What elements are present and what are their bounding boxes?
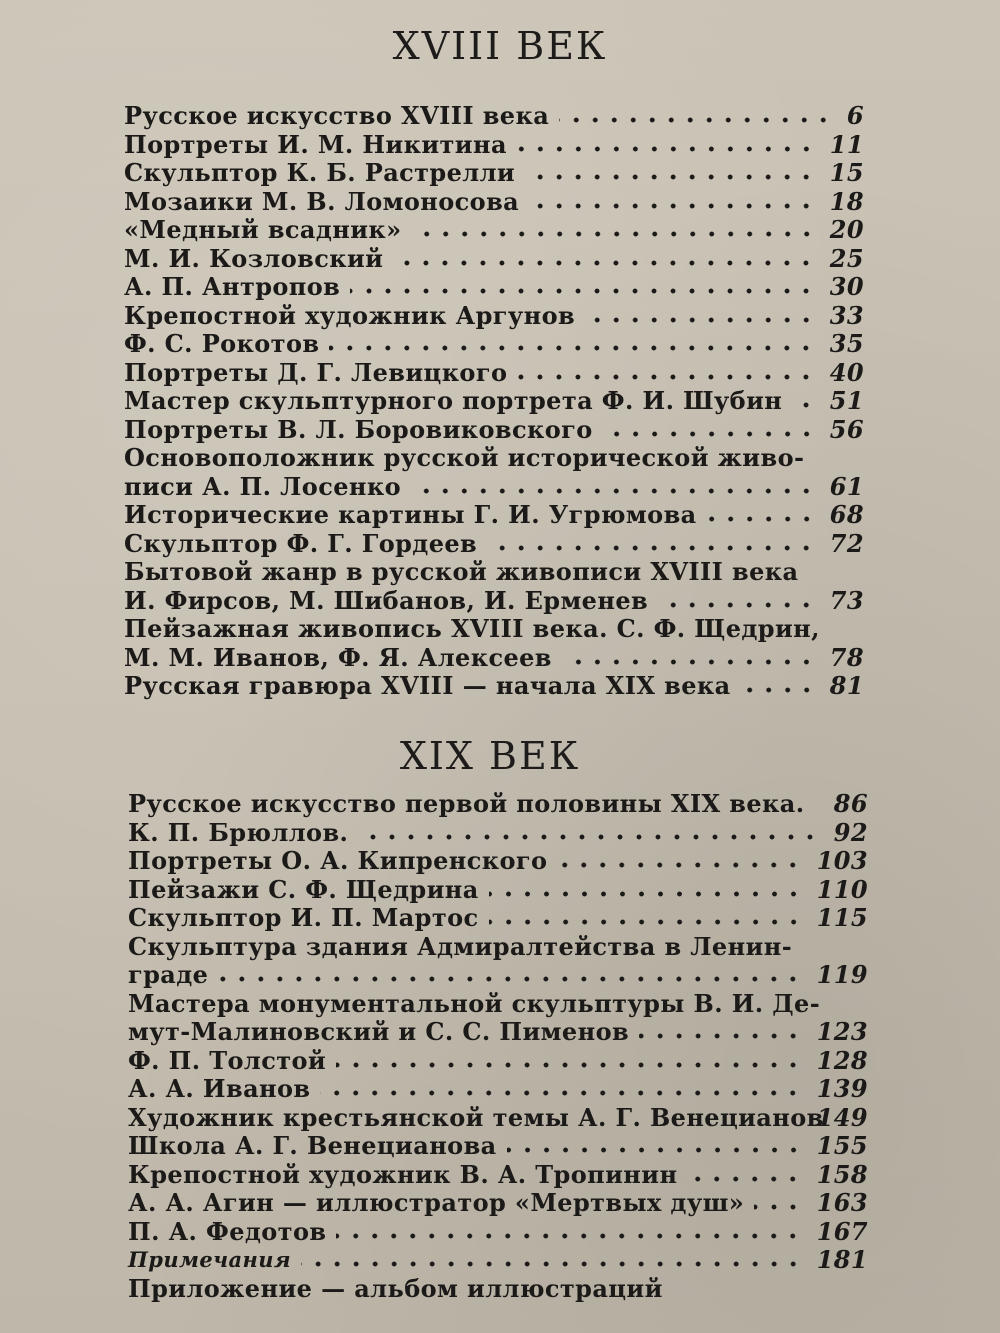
dot-leader [741, 672, 816, 700]
dot-leader [603, 416, 816, 444]
toc-entry-page: 68 [829, 500, 864, 529]
toc-entry-title: Художник крестьянской темы А. Г. Венецианов [128, 1102, 824, 1132]
toc-entry-page: 119 [816, 960, 868, 989]
toc-entry-title: П. А. Федотов [128, 1216, 327, 1246]
toc-entry [124, 473, 864, 502]
toc-entry-title: Русское искусство XVIII века [124, 101, 550, 130]
toc-entry [124, 302, 864, 331]
toc-entry [128, 876, 868, 905]
toc-entry [124, 416, 864, 445]
toc-entry-page: 155 [816, 1131, 868, 1160]
toc-entry-page: 181 [816, 1245, 868, 1274]
toc-entry-page: 167 [816, 1216, 868, 1246]
toc-entry-page: 40 [829, 357, 864, 387]
toc-entry [124, 587, 864, 616]
toc-entry-title: А. А. Иванов [128, 1074, 311, 1103]
toc-entry-title: К. П. Брюллов. [128, 817, 349, 847]
toc-entry-title: Мастер скульптурного портрета Ф. И. Шубин [124, 386, 783, 415]
toc-entry-page: 158 [816, 1159, 868, 1189]
dot-leader [489, 904, 803, 932]
toc-entry-page: 81 [829, 671, 864, 700]
toc-entry-title: Скульптура здания Адмиралтейства в Ленин- [128, 931, 793, 961]
toc-entry [124, 530, 864, 559]
toc-entry-title: Портреты Д. Г. Левицкого [124, 357, 508, 387]
toc-entry-page: 33 [829, 300, 864, 330]
toc-entry-page: 25 [829, 243, 864, 273]
toc-entry-title: Пейзажи С. Ф. Щедрина [128, 874, 479, 904]
toc-entry [128, 1161, 868, 1190]
toc-entry-page: 6 [846, 101, 864, 130]
toc-entry-title: Крепостной художник В. А. Тропинин [128, 1159, 678, 1189]
toc-entry-title: И. Фирсов, М. Шибанов, И. Ерменев [124, 585, 649, 615]
toc-entry [124, 159, 864, 188]
dot-leader [320, 1075, 802, 1103]
toc-entry-page: 73 [829, 585, 864, 615]
toc-xix [128, 790, 868, 1303]
toc-entry [128, 1075, 868, 1104]
dot-leader [218, 961, 802, 989]
dot-leader [639, 1018, 803, 1046]
toc-entry [124, 245, 864, 274]
toc-entry-page: 139 [816, 1074, 868, 1103]
toc-entry-page: 61 [829, 471, 864, 501]
toc-entry [124, 359, 864, 388]
dot-leader [585, 302, 816, 330]
toc-entry-title: Скульптор К. Б. Растрелли [124, 158, 516, 187]
toc-entry-title: Ф. П. Толстой [128, 1045, 327, 1075]
toc-entry-title: Мозаики М. В. Ломоносова [124, 186, 520, 216]
toc-entry-title: граде [128, 960, 209, 989]
toc-entry [124, 188, 864, 217]
toc-entry-title: Примечания [128, 1247, 292, 1272]
dot-leader [557, 847, 802, 875]
toc-entry-page: 92 [833, 817, 868, 847]
toc-entry-page: 56 [829, 414, 864, 444]
toc-entry-page: 110 [816, 874, 868, 904]
toc-entry [124, 330, 864, 359]
toc-entry [128, 1275, 868, 1304]
dot-leader [792, 387, 816, 415]
toc-entry [124, 558, 864, 587]
dot-leader [517, 131, 816, 159]
dot-leader [393, 245, 815, 273]
toc-entry-title: Русское искусство первой половины XIX века. [128, 789, 805, 818]
toc-entry [128, 961, 868, 990]
dot-leader [559, 102, 833, 130]
toc-entry [128, 904, 868, 933]
dot-leader [489, 876, 803, 904]
toc-entry-title: Основоположник русской исторической живо- [124, 443, 805, 472]
toc-entry-title: «Медный всадник» [124, 215, 402, 244]
toc-entry-page: 128 [816, 1045, 868, 1075]
toc-entry-title: Мастера монументальной скульптуры В. И. Де- [128, 988, 821, 1018]
toc-entry-title: Школа А. Г. Венецианова [128, 1131, 497, 1160]
toc-entry-page: 103 [816, 846, 868, 875]
dot-leader [562, 644, 816, 672]
toc-entry-page: 18 [829, 186, 864, 216]
dot-leader [358, 819, 819, 847]
toc-entry-page: 149 [816, 1102, 868, 1132]
toc-xviii [124, 102, 864, 701]
toc-entry [128, 1246, 868, 1275]
dot-leader [412, 216, 816, 244]
toc-entry-page: 35 [829, 329, 864, 358]
dot-leader [687, 1161, 802, 1189]
toc-entry [124, 387, 864, 416]
toc-entry [128, 790, 868, 819]
toc-entry-title: писи А. П. Лосенко [124, 471, 401, 501]
toc-entry [124, 615, 864, 644]
dot-leader [487, 530, 816, 558]
toc-entry [124, 102, 864, 131]
toc-entry-title: Скульптор Ф. Г. Гордеев [124, 528, 478, 558]
dot-leader [336, 1218, 802, 1246]
toc-entry [128, 933, 868, 962]
section-title-xviii: XVIII ВЕК [392, 24, 608, 68]
toc-entry-page: 20 [829, 215, 864, 244]
toc-entry-title: Скульптор И. П. Мартос [128, 903, 479, 932]
toc-entry-title: Бытовой жанр в русской живописи XVIII века [124, 557, 799, 586]
dot-leader [517, 359, 815, 387]
section-title-xix: XIX ВЕК [399, 734, 581, 778]
toc-entry-title: Пейзажная живопись XVIII века. С. Ф. Щедрин, [124, 614, 820, 643]
dot-leader [411, 473, 816, 501]
toc-entry-page: 78 [829, 642, 864, 672]
toc-entry-page: 30 [829, 272, 864, 301]
toc-entry-page: 72 [829, 528, 864, 558]
toc-entry [128, 1104, 868, 1133]
toc-entry-page: 86 [833, 789, 868, 818]
toc-entry-title: Приложение — альбом иллюстраций [128, 1273, 663, 1303]
dot-leader [658, 587, 816, 615]
toc-entry [128, 1132, 868, 1161]
toc-entry-page: 163 [816, 1188, 868, 1217]
toc-entry [128, 1047, 868, 1076]
toc-entry [124, 273, 864, 302]
dot-leader [529, 188, 816, 216]
toc-entry-title: Портреты О. А. Кипренского [128, 846, 548, 875]
toc-entry-title: А. А. Агин — иллюстратор «Мертвых душ» [128, 1188, 745, 1217]
toc-entry [128, 1018, 868, 1047]
toc-entry-title: Портреты В. Л. Боровиковского [124, 414, 593, 444]
dot-leader [525, 159, 816, 187]
toc-entry-title: М. М. Иванов, Ф. Я. Алексеев [124, 642, 552, 672]
toc-entry [124, 131, 864, 160]
toc-entry-title: Ф. С. Рокотов [124, 329, 320, 358]
toc-entry-title: Портреты И. М. Никитина [124, 129, 507, 159]
dot-leader [301, 1246, 803, 1274]
dot-leader [329, 330, 815, 358]
toc-entry [124, 501, 864, 530]
toc-entry [124, 672, 864, 701]
toc-entry-page: 51 [829, 386, 864, 415]
toc-entry [128, 847, 868, 876]
toc-entry-page: 11 [829, 129, 864, 159]
toc-entry [128, 990, 868, 1019]
toc-entry [128, 1218, 868, 1247]
dot-leader [507, 1132, 803, 1160]
toc-entry-title: М. И. Козловский [124, 243, 384, 273]
dot-leader [350, 273, 816, 301]
toc-entry-title: Крепостной художник Аргунов [124, 300, 576, 330]
dot-leader [336, 1047, 803, 1075]
toc-entry-title: А. П. Антропов [124, 272, 341, 301]
toc-entry [124, 644, 864, 673]
toc-entry-page: 15 [829, 158, 864, 187]
toc-entry-page: 123 [816, 1017, 868, 1046]
toc-entry-title: Русская гравюра XVIII — начала XIX века [124, 671, 731, 700]
toc-entry-page: 115 [816, 903, 868, 932]
toc-entry [128, 1189, 868, 1218]
dot-leader [754, 1189, 803, 1217]
dot-leader [707, 501, 816, 529]
toc-entry-title: мут-Малиновский и С. С. Пименов [128, 1017, 630, 1046]
toc-entry [124, 444, 864, 473]
toc-entry-title: Исторические картины Г. И. Угрюмова [124, 500, 697, 529]
toc-entry [128, 819, 868, 848]
toc-entry [124, 216, 864, 245]
